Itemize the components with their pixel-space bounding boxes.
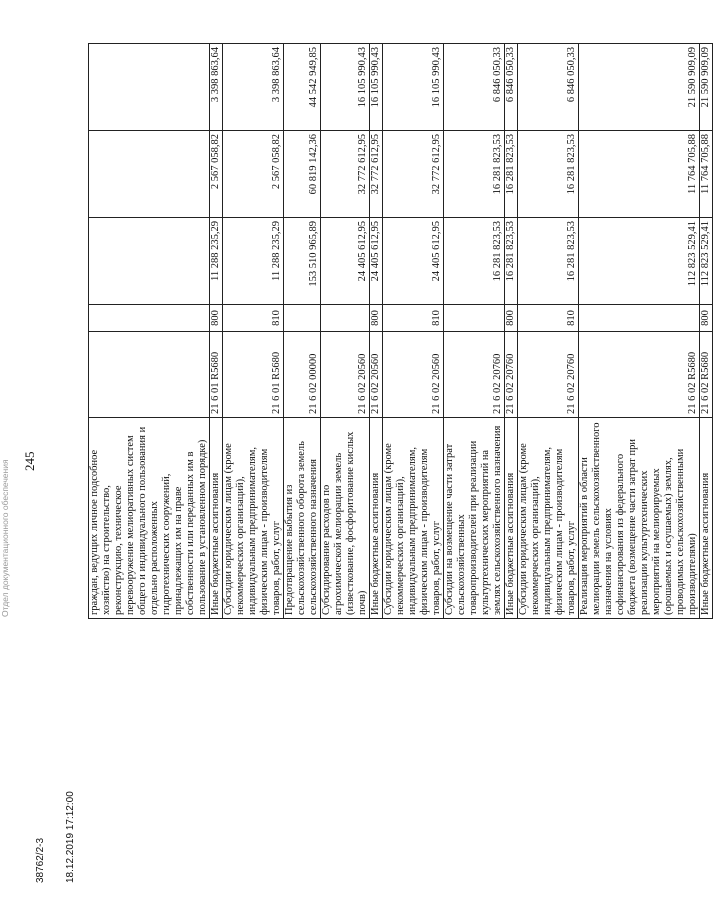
row-value-2020: 16 281 823,53 [518,131,579,218]
row-vr: 810 [518,305,579,332]
row-name: Субсидии юридическим лицам (кроме некоммерческих организаций), индивидуальным предпринимателям, физическим лицам - производителям товаров, работ, услуг [223,418,284,619]
row-value-2021: 6 846 050,33 [505,44,518,131]
page-number: 245 [22,451,37,471]
footer-doc-code: 38762/2-3 [35,837,46,883]
row-code: 21 6 01 R5680 [223,332,284,418]
row-value-2021: 21 590 909,09 [579,44,700,131]
row-vr: 810 [223,305,284,332]
row-value-2019 [89,218,210,305]
row-value-2021: 44 542 949,85 [284,44,321,131]
row-value-2020: 32 772 612,95 [383,131,444,218]
row-value-2021: 3 398 863,64 [223,44,284,131]
row-value-2021: 6 846 050,33 [444,44,505,131]
row-vr: 800 [210,305,223,332]
row-value-2021: 6 846 050,33 [518,44,579,131]
budget-table [88,43,713,619]
row-value-2021: 21 590 909,09 [700,44,713,131]
row-name: Субсидии на возмещение части затрат сельскохозяйственных товаропроизводителей при реализации культуртехнических мероприятий на землях сельскохозяйственного назначения [444,418,505,619]
row-value-2019: 16 281 823,53 [518,218,579,305]
row-code: 21 6 02 20560 [370,332,383,418]
department-stamp: Отдел документационного обеспечения [0,459,10,617]
row-value-2019: 153 510 965,89 [284,218,321,305]
row-value-2020: 2 567 058,82 [210,131,223,218]
footer-date: 18.12.2019 17:12:00 [65,791,76,883]
row-vr [444,305,505,332]
row-name: Иные бюджетные ассигнования [210,418,223,619]
table-row [444,44,505,619]
row-vr: 800 [370,305,383,332]
row-code: 21 6 02 20560 [383,332,444,418]
row-name: Субсидии юридическим лицам (кроме некоммерческих организаций), индивидуальным предпринимателям, физическим лицам - производителям товаров, работ, услуг [518,418,579,619]
row-vr: 800 [505,305,518,332]
table-row [370,44,383,619]
row-code: 21 6 02 20760 [505,332,518,418]
row-value-2019: 112 823 529,41 [700,218,713,305]
row-name: Реализация мероприятий в области мелиорации земель сельскохозяйственного назначения на условиях софинансирования из федерального бюджета (возмещение части затрат при реализации культуртехнических мероприятий на мелиорируемых (орошаемых и осушаемых) землях, проводимых сельскохозяйственными производителями) [579,418,700,619]
table-row [700,44,713,619]
row-value-2019: 16 281 823,53 [505,218,518,305]
row-value-2020: 11 764 705,88 [579,131,700,218]
row-value-2021: 3 398 863,64 [210,44,223,131]
row-value-2021: 16 105 990,43 [321,44,370,131]
row-code: 21 6 01 R5680 [210,332,223,418]
row-value-2019: 11 288 235,29 [210,218,223,305]
row-value-2020: 16 281 823,53 [505,131,518,218]
row-value-2021: 16 105 990,43 [383,44,444,131]
row-value-2019: 24 405 612,95 [370,218,383,305]
table-row [383,44,444,619]
row-value-2020: 32 772 612,95 [370,131,383,218]
table-row [579,44,700,619]
row-vr [579,305,700,332]
row-value-2020: 16 281 823,53 [444,131,505,218]
row-code: 21 6 02 20760 [444,332,505,418]
row-name: Иные бюджетные ассигнования [370,418,383,619]
row-code [89,332,210,418]
row-value-2020: 11 764 705,88 [700,131,713,218]
row-value-2021: 16 105 990,43 [370,44,383,131]
row-name: Субсидии юридическим лицам (кроме некоммерческих организаций), индивидуальным предпринимателям, физическим лицам - производителям товаров, работ, услуг [383,418,444,619]
table-row [284,44,321,619]
row-value-2019: 11 288 235,29 [223,218,284,305]
row-name: Субсидирование расходов по агрохимической мелиорации земель (известкование, фосфоритование кислых почв) [321,418,370,619]
row-code: 21 6 02 R5680 [579,332,700,418]
row-value-2019: 112 823 529,41 [579,218,700,305]
table-body [89,44,713,619]
row-name: Иные бюджетные ассигнования [505,418,518,619]
row-code: 21 6 02 20560 [321,332,370,418]
table-row [505,44,518,619]
table-row [89,44,210,619]
row-name: Иные бюджетные ассигнования [700,418,713,619]
table-row [518,44,579,619]
row-value-2019: 24 405 612,95 [383,218,444,305]
row-vr [89,305,210,332]
row-value-2021 [89,44,210,131]
row-code: 21 6 02 R5680 [700,332,713,418]
row-vr: 810 [383,305,444,332]
row-value-2020: 2 567 058,82 [223,131,284,218]
table-row [321,44,370,619]
table-row [223,44,284,619]
row-vr [321,305,370,332]
table-row [210,44,223,619]
row-value-2020: 60 819 142,36 [284,131,321,218]
row-vr [284,305,321,332]
row-code: 21 6 02 20760 [518,332,579,418]
row-name: Предотвращение выбытия из сельскохозяйственного оборота земель сельскохозяйственного назначения [284,418,321,619]
row-vr: 800 [700,305,713,332]
row-value-2019: 24 405 612,95 [321,218,370,305]
row-name: граждан, ведущих личное подсобное хозяйство) на строительство, реконструкцию, техническое перевооружение мелиоративных систем общего и индивидуального пользования и отдельно расположенных гидротехнических сооружений, принадлежащих им на праве собственности или переданных им в пользование в установленном порядке) [89,418,210,619]
row-value-2020: 32 772 612,95 [321,131,370,218]
row-code: 21 6 02 00000 [284,332,321,418]
row-value-2019: 16 281 823,53 [444,218,505,305]
row-value-2020 [89,131,210,218]
